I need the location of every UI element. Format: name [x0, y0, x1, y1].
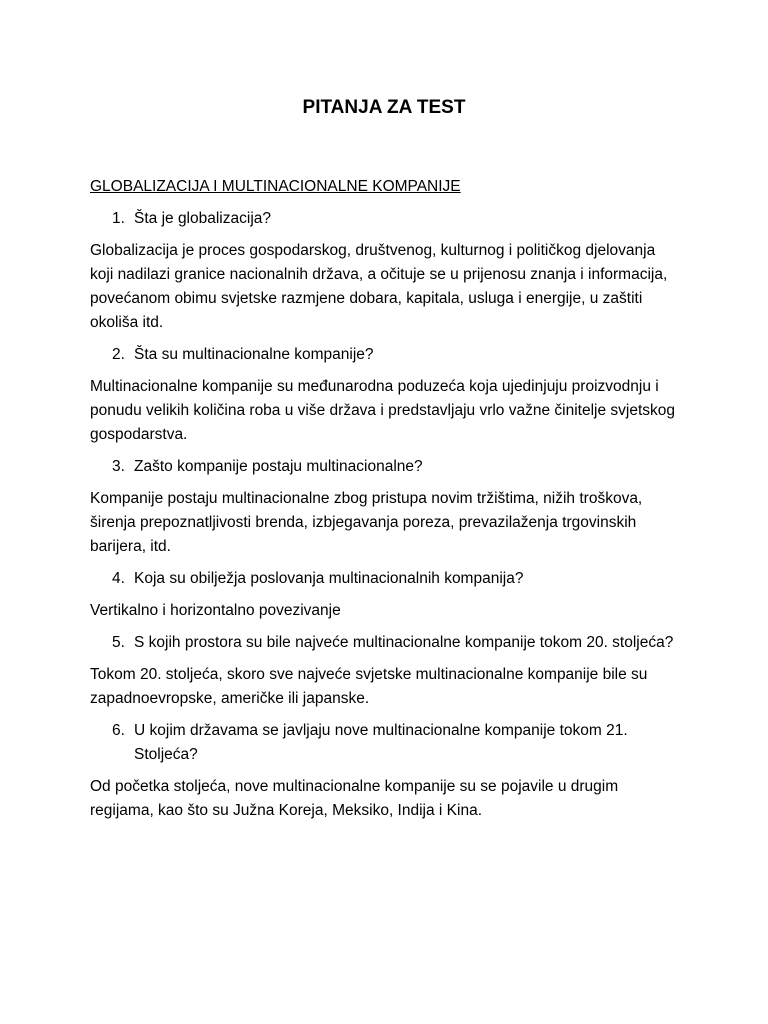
question-number: 5. — [112, 634, 125, 651]
answer-text: Vertikalno i horizontalno povezivanje — [90, 602, 341, 619]
answer-text: Globalizacija je proces gospodarskog, društvenog, kulturnog i političkog djelovanja koji nadilazi granice nacionalnih država, a očituje se u prijenosu znanja i informacija, povećanom obimu svjetske razmjene dobara, kapitala, usluga i energije, u zaštiti okoliša itd. — [90, 242, 668, 331]
question-item — [90, 207, 678, 231]
question-item — [90, 631, 678, 655]
question-text: Zašto kompanije postaju multinacionalne? — [134, 458, 423, 475]
answer-text: Od početka stoljeća, nove multinacionalne kompanije su se pojavile u drugim regijama, kao što su Južna Koreja, Meksiko, Indija i Kina. — [90, 778, 619, 819]
page-title: PITANJA ZA TEST — [302, 97, 466, 118]
qa-list — [90, 207, 678, 823]
question-number: 2. — [112, 346, 125, 363]
question-text: Šta je globalizacija? — [134, 210, 272, 227]
question-item — [90, 455, 678, 479]
question-text: Koja su obilježja poslovanja multinacionalnih kompanija? — [134, 570, 524, 587]
question-item — [90, 567, 678, 591]
question-item — [90, 719, 678, 767]
answer-text: Multinacionalne kompanije su međunarodna poduzeća koja ujedinjuju proizvodnju i ponudu velikih količina roba u više država i predstavljaju vrlo važne činitelje svjetskog gospodarstva. — [90, 378, 675, 443]
question-text: Šta su multinacionalne kompanije? — [134, 346, 374, 363]
answer-text: Tokom 20. stoljeća, skoro sve najveće svjetske multinacionalne kompanije bile su zapadnoevropske, američke ili japanske. — [90, 666, 648, 707]
question-item — [90, 343, 678, 367]
question-number: 6. — [112, 722, 125, 739]
question-number: 1. — [112, 210, 125, 227]
question-number: 3. — [112, 458, 125, 475]
section-heading: GLOBALIZACIJA I MULTINACIONALNE KOMPANIJE — [90, 178, 461, 195]
question-text: U kojim državama se javljaju nove multinacionalne kompanije tokom 21. Stoljeća? — [134, 722, 628, 763]
question-text: S kojih prostora su bile najveće multinacionalne kompanije tokom 20. stoljeća? — [134, 634, 674, 651]
answer-text: Kompanije postaju multinacionalne zbog pristupa novim tržištima, nižih troškova, širenja prepoznatljivosti brenda, izbjegavanja poreza, prevazilaženja trgovinskih barijera, itd. — [90, 490, 643, 555]
question-number: 4. — [112, 570, 125, 587]
